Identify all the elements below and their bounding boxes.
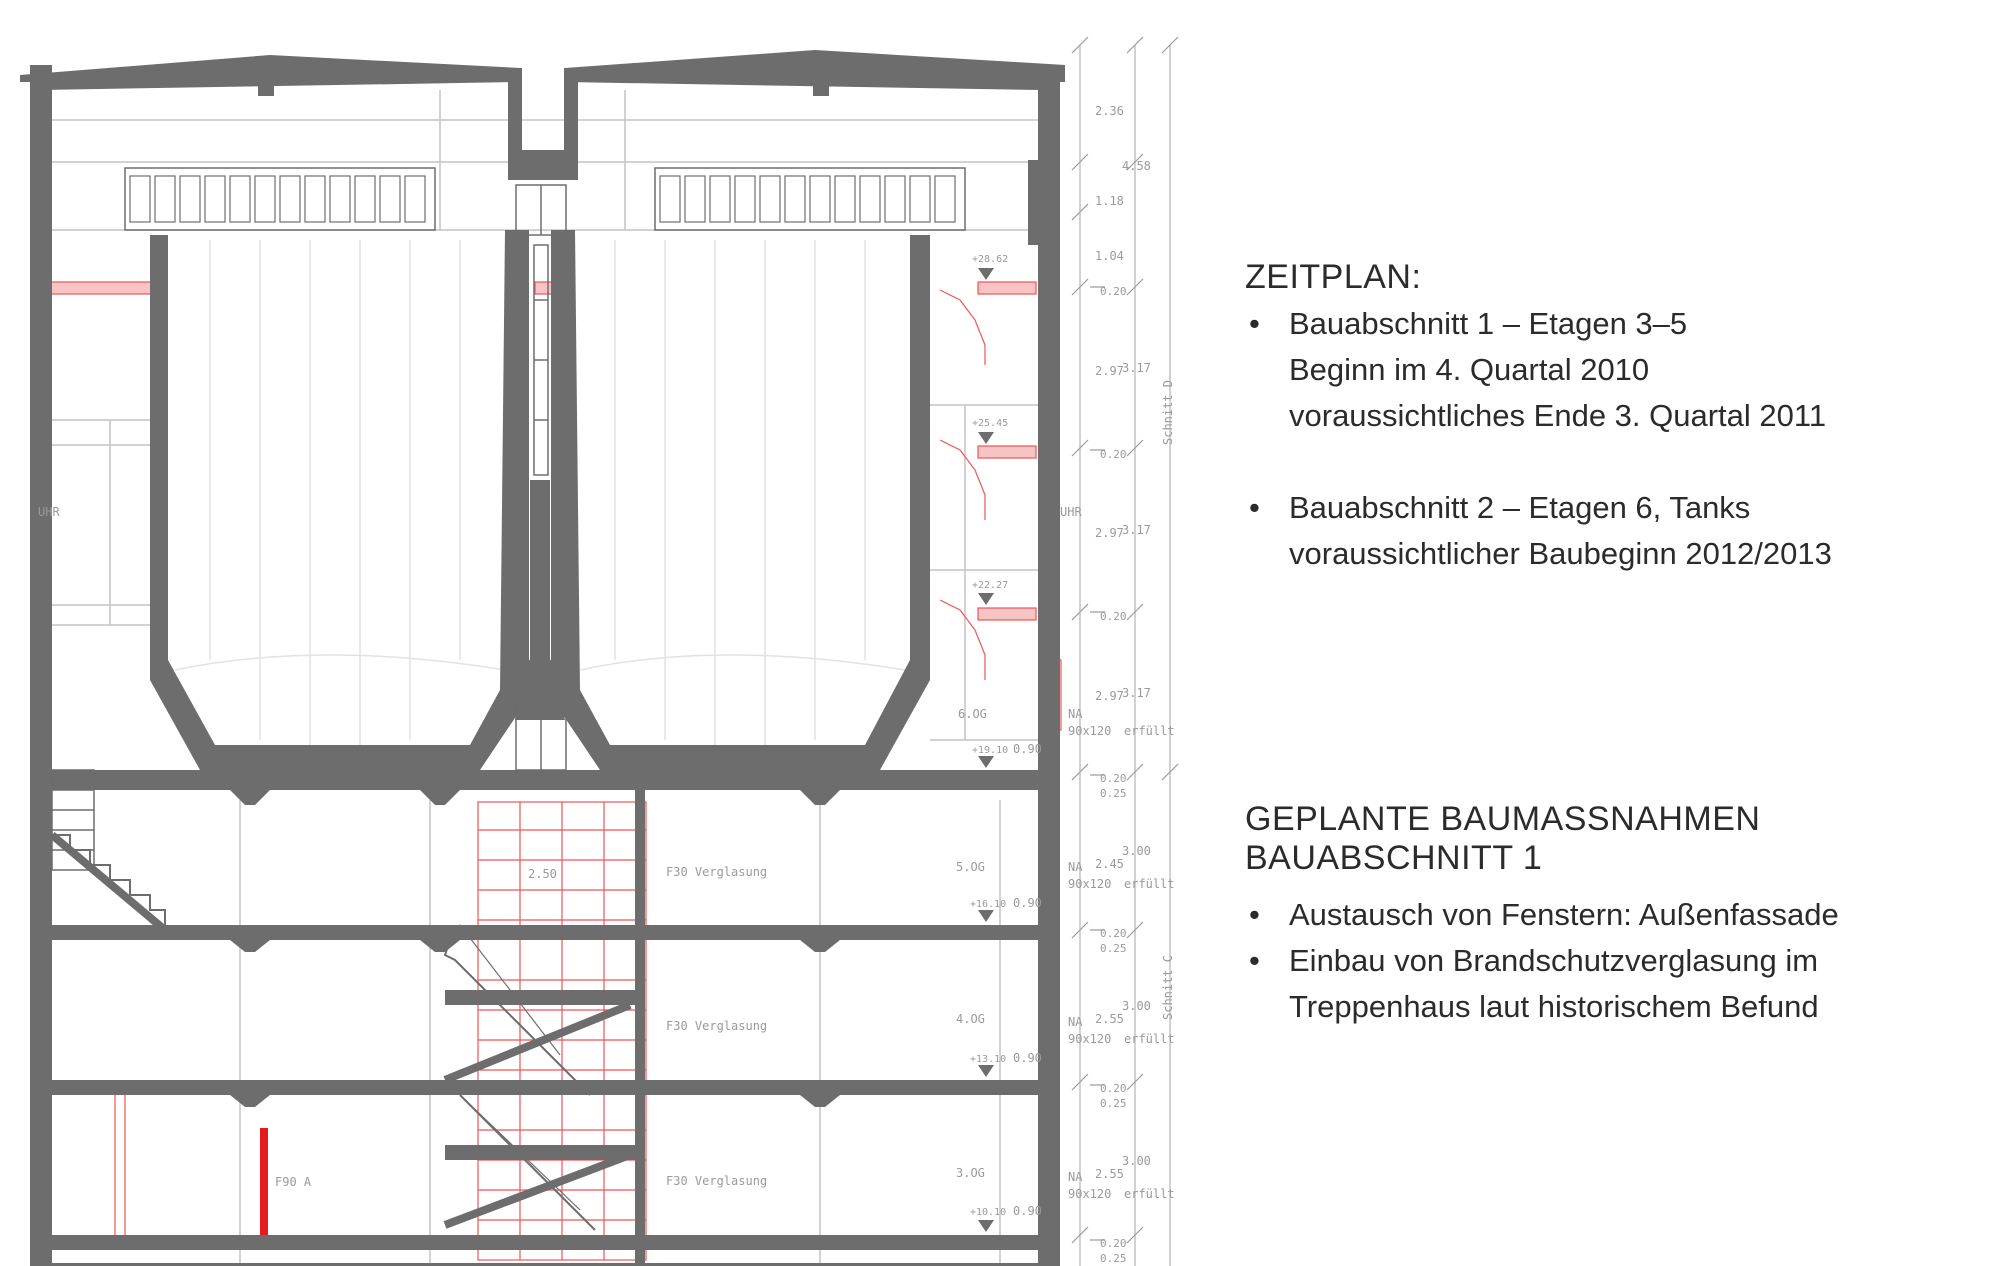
window-pane <box>230 176 250 222</box>
window-pane <box>255 176 275 222</box>
dim-label: 3.17 <box>1122 523 1151 537</box>
zeitplan-heading: ZEITPLAN: <box>1245 258 1422 296</box>
bullet-icon: • <box>1249 490 1260 525</box>
list-item-line: Beginn im 4. Quartal 2010 <box>1289 352 1650 387</box>
dim-label: 1.18 <box>1095 194 1124 208</box>
window-pane <box>810 176 830 222</box>
list-item-line: Bauabschnitt 2 – Etagen 6, Tanks <box>1289 490 1751 525</box>
list-item <box>1245 892 2000 938</box>
stair-width-dim: 2.50 <box>528 867 557 881</box>
list-item-line: Bauabschnitt 1 – Etagen 3–5 <box>1289 306 1688 341</box>
floor-name: 5.OG <box>956 860 985 874</box>
dim-label: 2.97 <box>1095 364 1124 378</box>
level-marker: +22.27 <box>972 580 1009 591</box>
floor-level: +16.10 <box>970 899 1007 910</box>
small-dim: 0.20 <box>1100 772 1127 785</box>
window-status: erfüllt <box>1124 1187 1175 1201</box>
list-item-line: Austausch von Fenstern: Außenfassade <box>1289 897 1839 932</box>
list-item-continuation <box>1245 984 2000 1030</box>
window-pane <box>155 176 175 222</box>
small-dim: 0.25 <box>1100 1097 1127 1110</box>
fire-door-label: F90 A <box>275 1175 312 1189</box>
small-dim: 0.20 <box>1100 448 1127 461</box>
section-label: Schnitt C <box>1161 954 1175 1020</box>
dim-label: 3.17 <box>1122 361 1151 375</box>
floor-level: +13.10 <box>970 1054 1007 1065</box>
window-pane <box>280 176 300 222</box>
floor-name: 6.OG <box>958 707 987 721</box>
list-item-line: Treppenhaus laut historischem Befund <box>1289 989 1819 1024</box>
massnahmen-section <box>1245 800 2000 1030</box>
massnahmen-heading: GEPLANTE BAUMASSNAHMEN BAUABSCHNITT 1 <box>1245 800 1761 877</box>
dim-label: 2.55 <box>1095 1167 1124 1181</box>
small-dim: 0.25 <box>1100 942 1127 955</box>
sill-height: 0.90 <box>1013 742 1042 756</box>
bullet-icon: • <box>1249 943 1260 978</box>
massnahmen-list <box>1245 892 2000 1030</box>
glazing-label: F30 Verglasung <box>666 865 768 879</box>
bullet-icon: • <box>1249 897 1260 932</box>
list-item <box>1245 938 2000 984</box>
window-pane <box>380 176 400 222</box>
dim-label: 3.00 <box>1122 1154 1151 1168</box>
room-label-uhr-right: UHR <box>1060 505 1082 519</box>
small-dim: 0.20 <box>1100 927 1127 940</box>
window-pane <box>180 176 200 222</box>
window-pane <box>935 176 955 222</box>
window-pane <box>355 176 375 222</box>
dim-label: 4.58 <box>1122 159 1151 173</box>
list-item <box>1245 301 1985 347</box>
list-item-line: Einbau von Brandschutzverglasung im <box>1289 943 1819 978</box>
glazing-label: F30 Verglasung <box>666 1019 768 1033</box>
list-item-continuation <box>1245 347 1985 393</box>
dim-label: 2.36 <box>1095 104 1124 118</box>
small-dim: 0.20 <box>1100 285 1127 298</box>
window-pane <box>835 176 855 222</box>
level-marker: +28.62 <box>972 254 1009 265</box>
zeitplan-list <box>1245 301 1985 577</box>
na-label: NA <box>1068 707 1083 721</box>
small-dim: 0.20 <box>1100 610 1127 623</box>
dim-label: 3.00 <box>1122 844 1151 858</box>
glazing-label: F30 Verglasung <box>666 1174 768 1188</box>
list-item-continuation <box>1245 531 1985 577</box>
list-item-continuation <box>1245 393 1985 439</box>
dim-label: 1.04 <box>1095 249 1124 263</box>
window-size: 90x120 <box>1068 1032 1112 1046</box>
dim-label: 3.00 <box>1122 999 1151 1013</box>
floor-name: 4.OG <box>956 1012 985 1026</box>
floor-level: +10.10 <box>970 1207 1007 1218</box>
window-pane <box>130 176 150 222</box>
window-size: 90x120 <box>1068 1187 1112 1201</box>
window-status: erfüllt <box>1124 877 1175 891</box>
window-status: erfüllt <box>1124 1032 1175 1046</box>
na-label: NA <box>1068 1170 1083 1184</box>
dim-label: 2.97 <box>1095 689 1124 703</box>
window-pane <box>405 176 425 222</box>
window-pane <box>760 176 780 222</box>
sill-height: 0.90 <box>1013 1204 1042 1218</box>
window-pane <box>305 176 325 222</box>
na-label: NA <box>1068 1015 1083 1029</box>
list-item <box>1245 485 1985 531</box>
section-label: Schnitt D <box>1161 379 1175 445</box>
small-dim: 0.20 <box>1100 1082 1127 1095</box>
list-spacer <box>1245 439 1985 485</box>
floor-level: +19.10 <box>972 745 1009 756</box>
window-pane <box>735 176 755 222</box>
zeitplan-section <box>1245 258 1985 577</box>
floor-name: 3.OG <box>956 1166 985 1180</box>
na-label: NA <box>1068 860 1083 874</box>
window-pane <box>205 176 225 222</box>
window-pane <box>885 176 905 222</box>
dim-label: 2.97 <box>1095 526 1124 540</box>
window-pane <box>785 176 805 222</box>
window-pane <box>660 176 680 222</box>
window-size: 90x120 <box>1068 724 1112 738</box>
sill-height: 0.90 <box>1013 1051 1042 1065</box>
level-marker: +25.45 <box>972 418 1009 429</box>
dim-label: 2.45 <box>1095 857 1124 871</box>
small-dim: 0.20 <box>1100 1237 1127 1250</box>
sill-height: 0.90 <box>1013 896 1042 910</box>
dim-label: 3.17 <box>1122 686 1151 700</box>
small-dim: 0.25 <box>1100 1252 1127 1265</box>
window-pane <box>685 176 705 222</box>
small-dim: 0.25 <box>1100 787 1127 800</box>
dim-label: 2.55 <box>1095 1012 1124 1026</box>
window-size: 90x120 <box>1068 877 1112 891</box>
bullet-icon: • <box>1249 306 1260 341</box>
list-item-line: voraussichtlicher Baubeginn 2012/2013 <box>1289 536 1832 571</box>
window-pane <box>710 176 730 222</box>
list-item-line: voraussichtliches Ende 3. Quartal 2011 <box>1289 398 1827 433</box>
window-pane <box>330 176 350 222</box>
room-label-uhr-left: UHR <box>38 505 60 519</box>
window-pane <box>860 176 880 222</box>
window-pane <box>910 176 930 222</box>
window-status: erfüllt <box>1124 724 1175 738</box>
